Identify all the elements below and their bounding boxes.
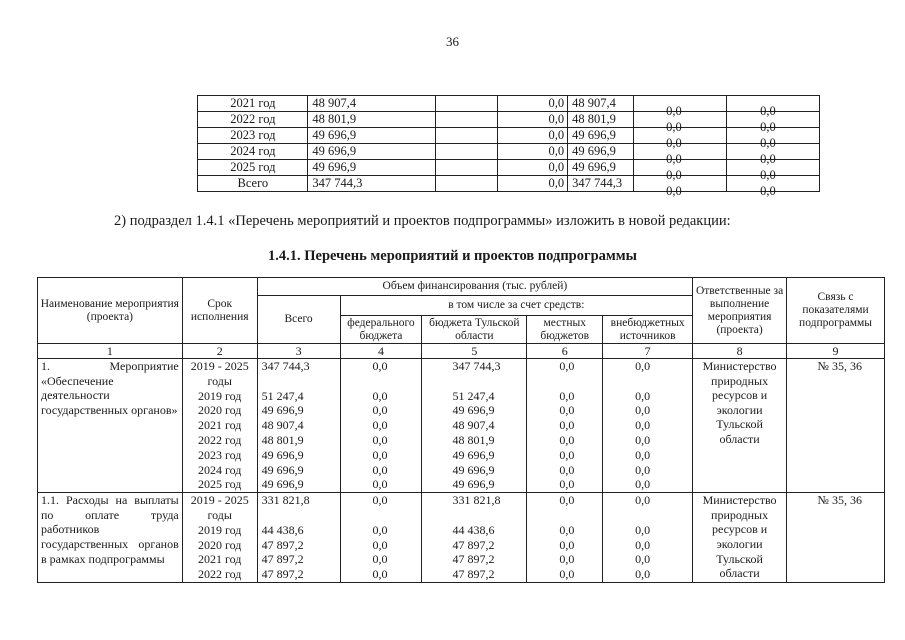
extra-value: 0,0	[635, 432, 651, 447]
federal-cell: 0,0	[498, 128, 568, 144]
federal-value: 0,0	[372, 418, 388, 433]
regional-cell: 49 696,9	[568, 160, 634, 176]
header-federal: федерального бюджета	[340, 316, 422, 344]
column-number: 6	[527, 344, 603, 359]
total-value: 48 801,9	[261, 432, 304, 447]
header-local: местных бюджетов	[527, 316, 603, 344]
funding-continuation-table	[80, 95, 820, 198]
terms-value: 2019 год	[198, 388, 242, 403]
year-cell: 2025 год	[198, 160, 308, 176]
federal-cell: 0,0	[498, 112, 568, 128]
terms-value: годы	[207, 373, 232, 388]
table-row	[38, 359, 885, 493]
blank-cell	[80, 144, 198, 160]
empty-cell	[436, 176, 498, 192]
federal-value	[373, 374, 422, 389]
header-name: Наименование мероприятия (проекта)	[38, 278, 183, 344]
federal-value: 0,0	[372, 462, 388, 477]
terms-value: 2025 год	[198, 477, 242, 492]
total-value: 47 897,2	[261, 537, 304, 552]
federal-value: 0,0	[372, 477, 388, 492]
federal-column	[340, 493, 422, 583]
federal-value	[373, 508, 422, 523]
extra-cell: 0,0	[760, 151, 776, 166]
section-heading: 1.4.1. Перечень мероприятий и проектов подпрограммы	[268, 248, 637, 264]
regional-value	[452, 508, 526, 523]
table-row	[80, 112, 820, 128]
local-value: 0,0	[559, 447, 575, 462]
regional-value: 331 821,8	[452, 493, 501, 508]
extra-value: 0,0	[635, 567, 651, 582]
total-cell: 347 744,3	[308, 176, 436, 192]
regional-value: 49 696,9	[452, 477, 495, 492]
terms-value: 2021 год	[198, 552, 242, 567]
indicator-link-cell: № 35, 36	[787, 359, 885, 493]
federal-value: 0,0	[372, 388, 388, 403]
terms-value: 2021 год	[198, 418, 242, 433]
regional-column	[422, 493, 527, 583]
local-cell: 0,0	[666, 103, 682, 118]
terms-column	[182, 493, 257, 583]
empty-cell	[436, 96, 498, 112]
regional-value: 49 696,9	[452, 403, 495, 418]
empty-cell	[436, 160, 498, 176]
local-column	[527, 493, 603, 583]
extra-value: 0,0	[635, 552, 651, 567]
extra-value	[635, 374, 692, 389]
column-number: 9	[787, 344, 885, 359]
terms-value: 2020 год	[198, 537, 242, 552]
column-number: 3	[257, 344, 340, 359]
total-column	[257, 359, 340, 493]
federal-value: 0,0	[372, 432, 388, 447]
federal-value: 0,0	[372, 493, 388, 508]
regional-column	[422, 359, 527, 493]
header-responsible: Ответственные за выполнение мероприятия (проекта)	[693, 278, 787, 344]
local-extra-cell	[634, 160, 820, 182]
table-row	[80, 128, 820, 144]
federal-value: 0,0	[372, 447, 388, 462]
extra-cell: 0,0	[760, 167, 776, 182]
extra-value: 0,0	[635, 522, 651, 537]
empty-cell	[436, 144, 498, 160]
table-row	[80, 176, 820, 192]
federal-value: 0,0	[372, 552, 388, 567]
regional-value: 47 897,2	[452, 567, 495, 582]
total-value: 44 438,6	[261, 522, 304, 537]
regional-value: 347 744,3	[452, 359, 501, 373]
extra-cell: 0,0	[760, 183, 776, 198]
extra-value: 0,0	[635, 493, 651, 508]
header-regional: бюджета Тульской области	[422, 316, 527, 344]
extra-cell: 0,0	[760, 119, 776, 134]
total-value: 49 696,9	[261, 477, 304, 492]
blank-cell	[80, 160, 198, 176]
total-value: 48 907,4	[261, 418, 304, 433]
total-cell: 49 696,9	[308, 128, 436, 144]
local-extra-cell	[634, 96, 820, 118]
header-funding: Объем финансирования (тыс. рублей)	[257, 278, 692, 296]
indicator-link-cell: № 35, 36	[787, 493, 885, 583]
local-extra-cell	[634, 144, 820, 166]
measure-name: 1. Мероприятие «Обеспечение деятельности государственных органов»	[38, 359, 183, 493]
column-number: 8	[693, 344, 787, 359]
table-row	[80, 160, 820, 176]
regional-value: 49 696,9	[452, 447, 495, 462]
local-extra-cell	[634, 176, 820, 198]
local-value: 0,0	[559, 403, 575, 418]
year-cell: Всего	[198, 176, 308, 192]
federal-value: 0,0	[372, 567, 388, 582]
instruction-paragraph: 2) подраздел 1.4.1 «Перечень мероприятий и проектов подпрограммы» изложить в новой редакции:	[114, 213, 731, 229]
total-value	[262, 508, 340, 523]
total-value	[262, 374, 340, 389]
header-link: Связь с показателями подпрограммы	[787, 278, 885, 344]
regional-cell: 48 907,4	[568, 96, 634, 112]
regional-value: 44 438,6	[452, 522, 495, 537]
extra-value: 0,0	[635, 477, 651, 492]
terms-column	[182, 359, 257, 493]
total-cell: 49 696,9	[308, 144, 436, 160]
regional-value: 48 907,4	[452, 418, 495, 433]
federal-value: 0,0	[372, 522, 388, 537]
regional-cell: 49 696,9	[568, 144, 634, 160]
blank-cell	[80, 112, 198, 128]
extra-value: 0,0	[635, 388, 651, 403]
terms-value: 2019 год	[198, 522, 242, 537]
total-cell: 48 907,4	[308, 96, 436, 112]
local-extra-cell	[634, 112, 820, 134]
blank-cell	[80, 96, 198, 112]
local-value: 0,0	[559, 567, 575, 582]
blank-cell	[80, 128, 198, 144]
total-cell: 49 696,9	[308, 160, 436, 176]
column-number: 5	[422, 344, 527, 359]
local-value	[559, 374, 602, 389]
column-number: 2	[182, 344, 257, 359]
federal-value: 0,0	[372, 537, 388, 552]
extra-value: 0,0	[635, 418, 651, 433]
local-column	[527, 359, 603, 493]
measures-table	[37, 277, 885, 583]
local-value: 0,0	[559, 493, 575, 508]
local-value: 0,0	[559, 388, 575, 403]
regional-value: 47 897,2	[452, 552, 495, 567]
measure-name: 1.1. Расходы на выплаты по оплате труда работников государственных органов в рамках подпрограммы	[38, 493, 183, 583]
year-cell: 2022 год	[198, 112, 308, 128]
blank-cell	[80, 176, 198, 192]
total-value: 51 247,4	[261, 388, 304, 403]
terms-value: 2019 - 2025	[190, 493, 249, 508]
total-value: 49 696,9	[261, 447, 304, 462]
local-value: 0,0	[559, 418, 575, 433]
total-value: 331 821,8	[261, 493, 310, 508]
local-value: 0,0	[559, 359, 575, 373]
regional-value: 51 247,4	[452, 388, 495, 403]
regional-cell: 48 801,9	[568, 112, 634, 128]
terms-value: 2020 год	[198, 403, 242, 418]
year-cell: 2021 год	[198, 96, 308, 112]
extra-value: 0,0	[635, 403, 651, 418]
extra-value: 0,0	[635, 447, 651, 462]
local-value: 0,0	[559, 432, 575, 447]
local-value: 0,0	[559, 552, 575, 567]
empty-cell	[436, 128, 498, 144]
terms-value: 2024 год	[198, 462, 242, 477]
total-value: 47 897,2	[261, 552, 304, 567]
responsible-cell: Министерство природных ресурсов и экологии Тульской области	[693, 493, 787, 583]
extra-column	[603, 359, 693, 493]
federal-value: 0,0	[372, 359, 388, 373]
terms-value: 2023 год	[198, 447, 242, 462]
federal-cell: 0,0	[498, 96, 568, 112]
extra-column	[603, 493, 693, 583]
extra-value: 0,0	[635, 537, 651, 552]
header-total: Всего	[257, 296, 340, 344]
total-value: 49 696,9	[261, 462, 304, 477]
local-extra-cell	[634, 128, 820, 150]
total-column	[257, 493, 340, 583]
regional-value: 47 897,2	[452, 537, 495, 552]
header-including: в том числе за счет средств:	[340, 296, 693, 316]
regional-cell: 347 744,3	[568, 176, 634, 192]
extra-cell: 0,0	[760, 135, 776, 150]
local-cell: 0,0	[666, 135, 682, 150]
total-value: 347 744,3	[261, 359, 310, 373]
page-number: 36	[446, 34, 459, 49]
federal-cell: 0,0	[498, 176, 568, 192]
total-value: 47 897,2	[261, 567, 304, 582]
terms-value: годы	[207, 507, 232, 522]
year-cell: 2024 год	[198, 144, 308, 160]
terms-value: 2022 год	[198, 567, 242, 582]
local-cell: 0,0	[666, 119, 682, 134]
federal-cell: 0,0	[498, 144, 568, 160]
federal-cell: 0,0	[498, 160, 568, 176]
local-cell: 0,0	[666, 167, 682, 182]
column-number: 1	[38, 344, 183, 359]
federal-column	[340, 359, 422, 493]
extra-cell: 0,0	[760, 103, 776, 118]
header-term: Срок исполнения	[182, 278, 257, 344]
regional-value: 49 696,9	[452, 462, 495, 477]
extra-value: 0,0	[635, 462, 651, 477]
header-extra: внебюджетных источников	[603, 316, 693, 344]
year-cell: 2023 год	[198, 128, 308, 144]
local-value: 0,0	[559, 477, 575, 492]
local-cell: 0,0	[666, 183, 682, 198]
table-row	[80, 96, 820, 112]
table-row	[80, 144, 820, 160]
table-row	[38, 493, 885, 583]
federal-value: 0,0	[372, 403, 388, 418]
total-value: 49 696,9	[261, 403, 304, 418]
local-cell: 0,0	[666, 151, 682, 166]
local-value: 0,0	[559, 462, 575, 477]
total-cell: 48 801,9	[308, 112, 436, 128]
column-number: 4	[340, 344, 422, 359]
regional-value	[452, 374, 526, 389]
regional-value: 48 801,9	[452, 432, 495, 447]
column-number: 7	[603, 344, 693, 359]
column-number-row	[38, 344, 885, 359]
local-value: 0,0	[559, 537, 575, 552]
responsible-cell: Министерство природных ресурсов и экологии Тульской области	[693, 359, 787, 493]
terms-value: 2019 - 2025	[190, 359, 249, 373]
local-value: 0,0	[559, 522, 575, 537]
extra-value	[635, 508, 692, 523]
empty-cell	[436, 112, 498, 128]
regional-cell: 49 696,9	[568, 128, 634, 144]
terms-value: 2022 год	[198, 432, 242, 447]
local-value	[559, 508, 602, 523]
extra-value: 0,0	[635, 359, 651, 373]
